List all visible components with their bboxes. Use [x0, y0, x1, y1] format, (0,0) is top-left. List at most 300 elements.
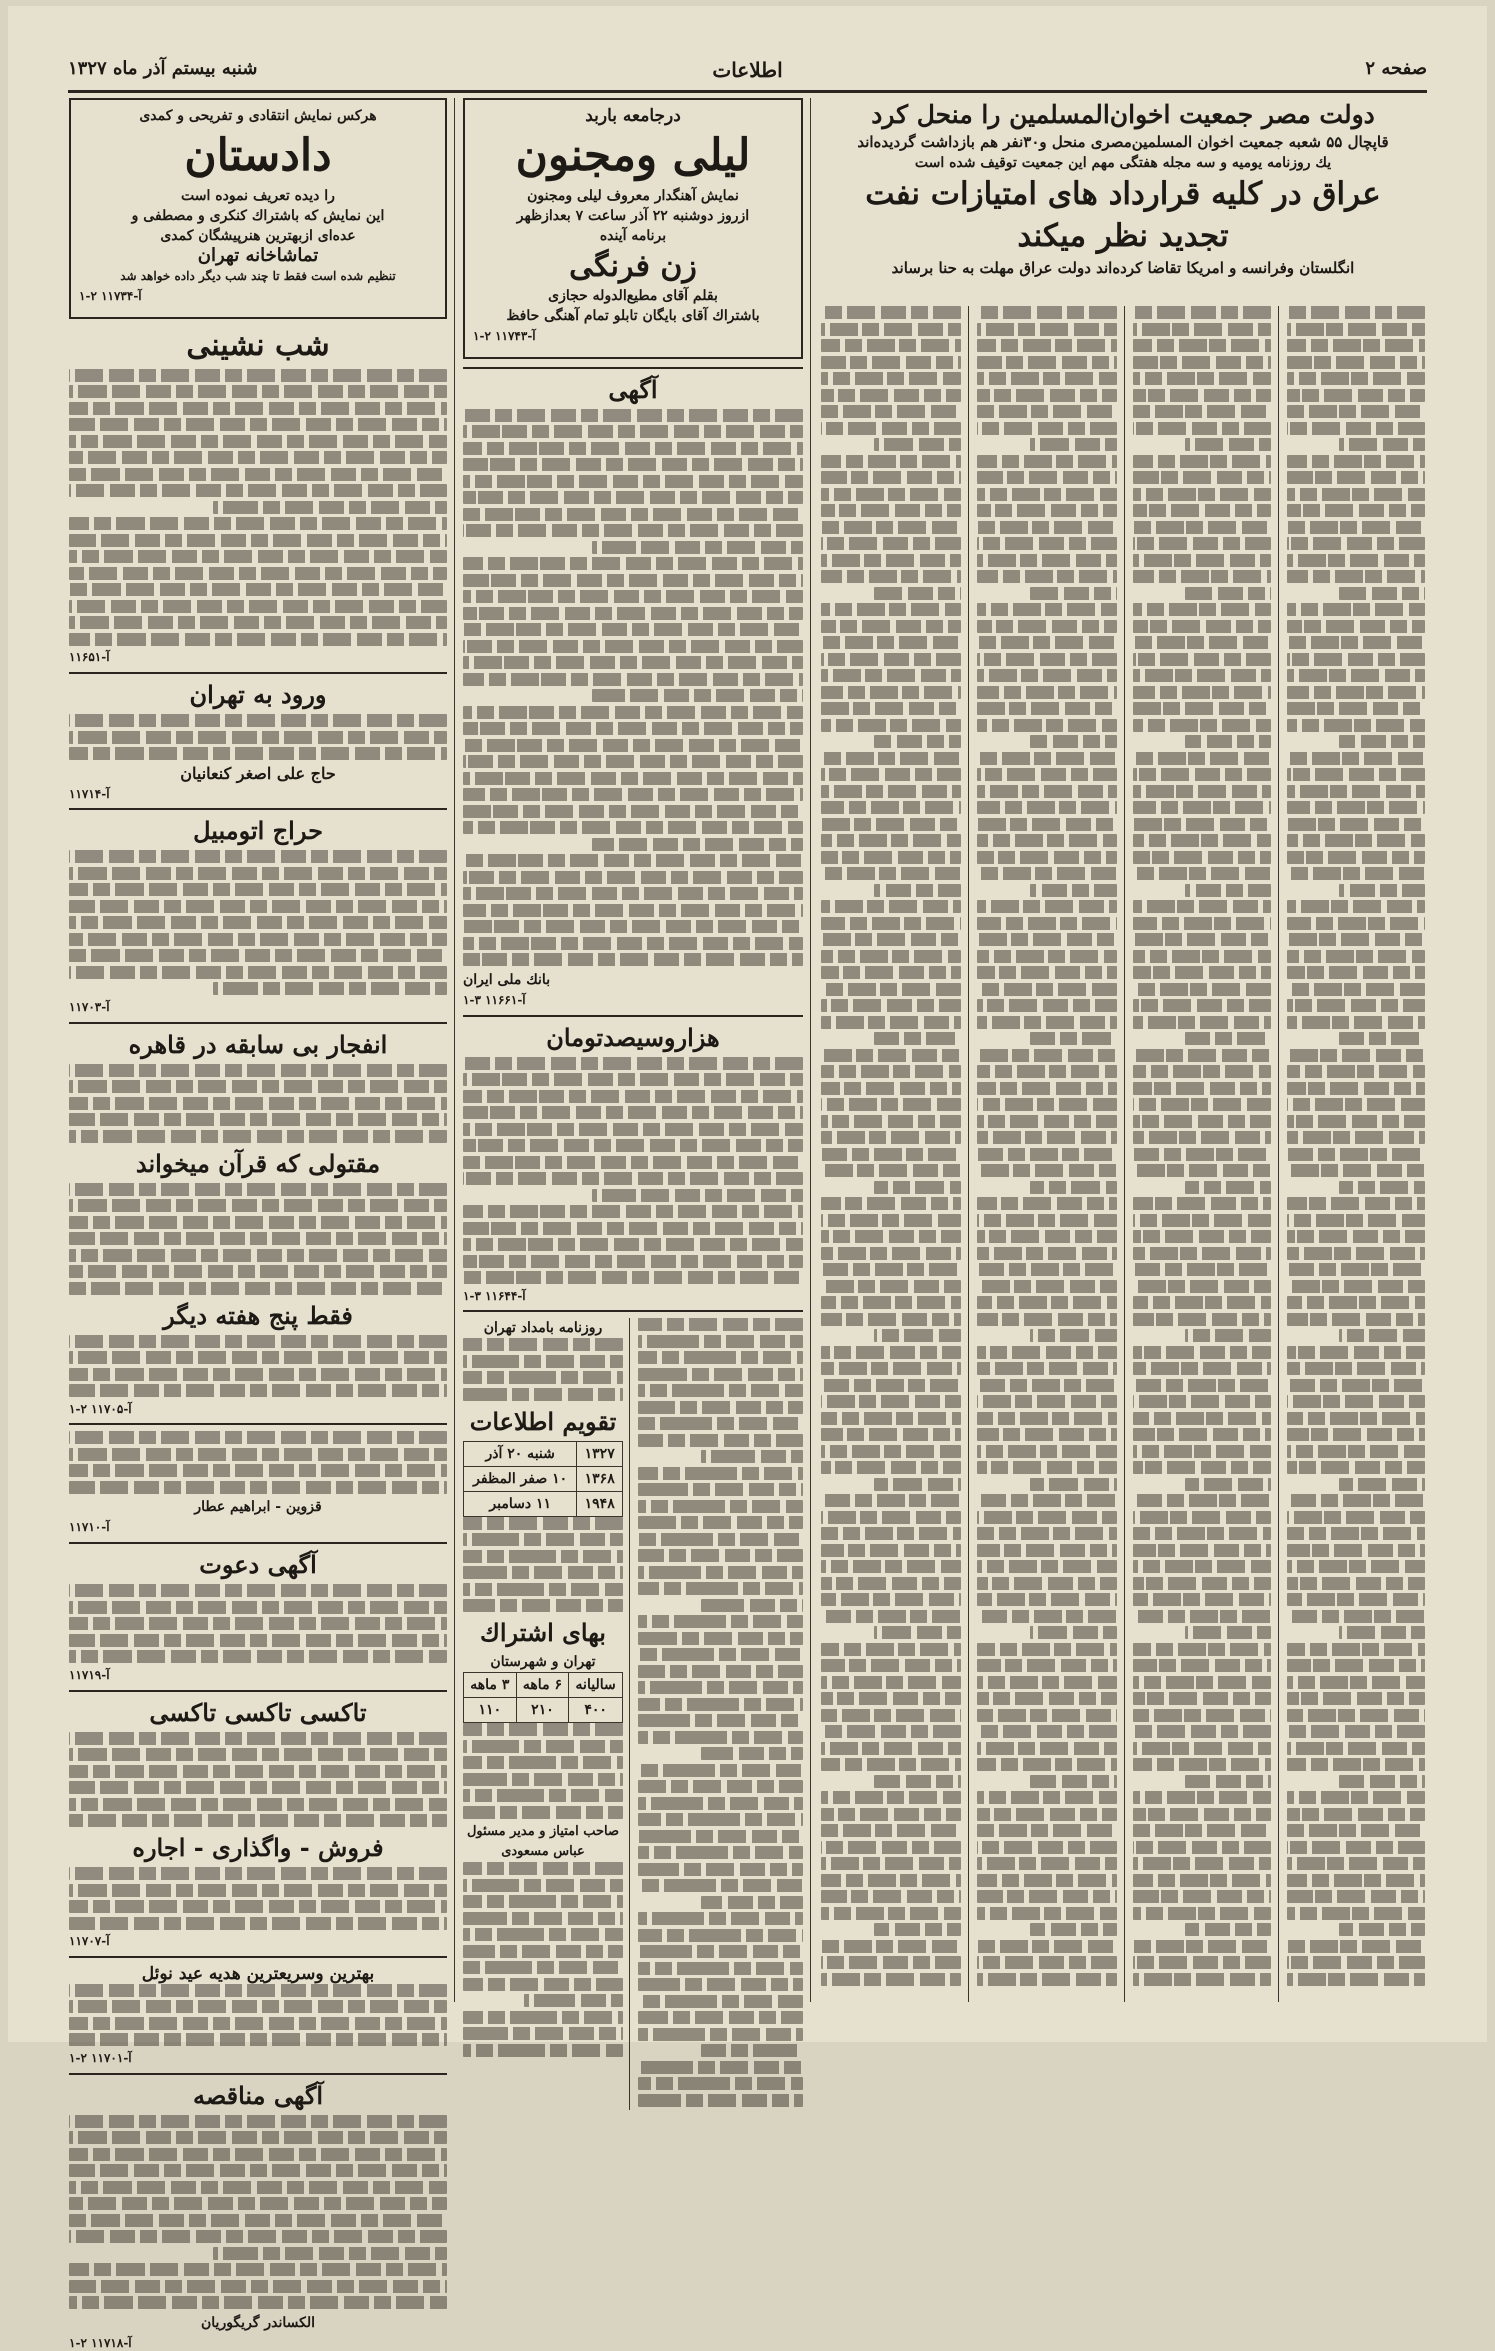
text-line — [69, 1265, 447, 1278]
text-line — [463, 739, 803, 752]
text-line — [1287, 1313, 1425, 1326]
text-line — [463, 1978, 623, 1991]
text-line — [1133, 1593, 1271, 1606]
table-cell: ۱۳۶۸ — [577, 1466, 623, 1491]
lead-subhead-3: انگلستان وفرانسه و امریکا تقاضا کرده‌اند دولت عراق مهلت به حنا برساند — [891, 259, 1355, 277]
text-line — [463, 1172, 803, 1185]
text-line — [977, 1379, 1117, 1392]
text-line — [977, 1692, 1117, 1705]
text-line — [977, 554, 1117, 567]
text-line — [69, 1199, 447, 1212]
text-line — [977, 356, 1117, 369]
text-line — [69, 468, 447, 481]
text-line — [1133, 669, 1271, 682]
text-line — [1185, 587, 1271, 600]
text-line — [821, 1214, 961, 1227]
table-cell: ۶ ماهه — [516, 1673, 569, 1698]
text-line — [69, 1335, 447, 1348]
text-line — [1133, 1874, 1271, 1887]
issue-date: شنبه بیستم آذر ماه ۱۳۲۷ — [68, 58, 258, 79]
text-line — [977, 471, 1117, 484]
text-line — [1133, 554, 1271, 567]
text-line — [463, 458, 803, 471]
text-line — [821, 1527, 961, 1540]
text-line — [821, 950, 961, 963]
text-line — [977, 1758, 1117, 1771]
text-line — [69, 534, 447, 547]
text-line — [821, 818, 961, 831]
text-line — [69, 2131, 447, 2144]
text-line — [821, 1742, 961, 1755]
text-line — [1287, 1445, 1425, 1458]
text-line — [69, 1900, 447, 1913]
text-line — [1287, 1065, 1425, 1078]
text-line — [1287, 983, 1425, 996]
text-line — [821, 900, 961, 913]
text-line — [977, 653, 1117, 666]
text-line — [1287, 504, 1425, 517]
text-line — [1287, 1725, 1425, 1738]
text-line — [69, 402, 447, 415]
text-line — [1287, 1362, 1425, 1375]
text-line — [977, 306, 1117, 319]
ad-next-show: زن فرنگی — [569, 249, 697, 284]
text-line — [69, 2214, 447, 2227]
text-line — [1185, 735, 1271, 748]
text-line — [1287, 1874, 1425, 1887]
ad-heading-haraj: حراج اتومبیل — [193, 816, 323, 846]
ad-heading-davat: آگهی دعوت — [199, 1550, 317, 1580]
text-line — [1030, 1478, 1117, 1491]
text-line — [1030, 587, 1117, 600]
text-line — [1287, 1280, 1425, 1293]
text-line — [977, 1214, 1117, 1227]
text-line — [821, 1610, 961, 1623]
separator — [463, 1310, 803, 1312]
text-line — [69, 435, 447, 448]
text-line — [638, 1797, 803, 1810]
text-line — [69, 1650, 447, 1663]
text-line — [977, 339, 1117, 352]
text-line — [821, 801, 961, 814]
text-line — [463, 1566, 623, 1579]
text-line — [821, 1791, 961, 1804]
text-line — [1287, 306, 1425, 319]
text-line — [69, 714, 447, 727]
text-line — [638, 1549, 803, 1562]
text-line — [977, 950, 1117, 963]
text-line — [821, 389, 961, 402]
text-line — [638, 1368, 803, 1381]
text-line — [977, 1395, 1117, 1408]
text-line — [1287, 1791, 1425, 1804]
text-line — [821, 1263, 961, 1276]
text-line — [463, 1550, 623, 1563]
text-line — [1287, 1527, 1425, 1540]
text-line — [463, 1090, 803, 1103]
lead-headline-1: دولت مصر جمعیت اخوان‌المسلمین را منحل کرد — [871, 100, 1375, 129]
text-line — [977, 834, 1117, 847]
table-row — [464, 1698, 623, 1723]
text-line — [638, 1632, 803, 1645]
text-line — [1133, 1956, 1271, 1969]
text-line — [1133, 1082, 1271, 1095]
text-line — [821, 455, 961, 468]
text-line — [821, 1313, 961, 1326]
text-line — [463, 640, 803, 653]
text-line — [1133, 1841, 1271, 1854]
column-rule — [1278, 306, 1279, 2002]
text-line — [1133, 1016, 1271, 1029]
text-line — [821, 999, 961, 1012]
text-line — [977, 1098, 1117, 1111]
text-line — [1339, 438, 1425, 451]
text-line — [463, 1806, 623, 1819]
text-line — [638, 1698, 803, 1711]
text-line — [638, 2094, 803, 2107]
text-line — [463, 557, 803, 570]
text-line — [1185, 884, 1271, 897]
text-line — [874, 438, 961, 451]
text-line — [1133, 1643, 1271, 1656]
text-line — [1339, 1626, 1425, 1639]
text-line — [821, 1676, 961, 1689]
text-line — [69, 2033, 447, 2046]
motor-ad — [463, 1023, 803, 1305]
ad-heading-shab-neshini: شب نشینی — [186, 327, 330, 363]
text-line — [1287, 356, 1425, 369]
table-cell: ۱۱ دسامبر — [464, 1491, 577, 1516]
text-line — [69, 1368, 447, 1381]
text-line — [1133, 719, 1271, 732]
text-line — [821, 1016, 961, 1029]
text-line — [69, 1481, 447, 1494]
text-line — [1287, 1131, 1425, 1144]
text-line — [821, 1907, 961, 1920]
text-line — [69, 933, 447, 946]
text-line — [821, 686, 961, 699]
text-line — [1287, 339, 1425, 352]
text-line — [1287, 1593, 1425, 1606]
text-line — [1133, 1758, 1271, 1771]
text-line — [213, 2247, 447, 2260]
text-line — [874, 884, 961, 897]
text-line — [638, 1813, 803, 1826]
text-line — [821, 537, 961, 550]
text-line — [1133, 1659, 1271, 1672]
text-line — [1287, 917, 1425, 930]
text-line — [977, 1247, 1117, 1260]
text-line — [463, 788, 803, 801]
text-line — [1287, 1956, 1425, 1969]
text-line — [1133, 1808, 1271, 1821]
text-line — [821, 1841, 961, 1854]
text-line — [1287, 669, 1425, 682]
text-line — [821, 702, 961, 715]
text-line — [821, 867, 961, 880]
text-line — [1133, 1280, 1271, 1293]
text-line — [69, 1984, 447, 1997]
text-line — [1287, 801, 1425, 814]
text-line — [69, 1814, 447, 1827]
text-line — [69, 600, 447, 613]
text-line — [1030, 884, 1117, 897]
text-line — [1287, 1610, 1425, 1623]
text-line — [69, 1732, 447, 1745]
text-line — [821, 306, 961, 319]
text-line — [977, 1890, 1117, 1903]
bank-ad — [463, 375, 803, 1009]
text-line — [638, 1582, 803, 1595]
ad-code: آ-۱۱۶۴۴ ۳-۱ — [463, 1288, 526, 1303]
table-cell: ۱۹۴۸ — [577, 1491, 623, 1516]
text-line — [463, 491, 803, 504]
text-line — [977, 1082, 1117, 1095]
text-line — [1185, 1775, 1271, 1788]
text-line — [821, 471, 961, 484]
text-line — [821, 1857, 961, 1870]
text-line — [463, 1583, 623, 1596]
text-line — [977, 504, 1117, 517]
text-line — [821, 339, 961, 352]
text-line — [638, 1566, 803, 1579]
text-line — [821, 785, 961, 798]
text-line — [1133, 768, 1271, 781]
text-line — [977, 1527, 1117, 1540]
text-line — [1030, 1775, 1117, 1788]
text-line — [1339, 1181, 1425, 1194]
text-line — [1133, 1544, 1271, 1557]
text-line — [1287, 1940, 1425, 1953]
bottom-middle-block — [463, 1318, 803, 2110]
text-line — [1133, 966, 1271, 979]
text-line — [1339, 587, 1425, 600]
text-line — [821, 1428, 961, 1441]
text-line — [463, 508, 803, 521]
text-line — [638, 1879, 803, 1892]
text-line — [1339, 1032, 1425, 1045]
text-line — [977, 669, 1117, 682]
text-line — [463, 1879, 623, 1892]
text-line — [701, 1747, 803, 1760]
text-line — [977, 1230, 1117, 1243]
text-line — [69, 451, 447, 464]
text-line — [69, 1431, 447, 1444]
text-line — [1287, 1676, 1425, 1689]
text-line — [1133, 834, 1271, 847]
ad-heading-five-weeks: فقط پنج هفته دیگر — [163, 1300, 353, 1330]
text-line — [977, 801, 1117, 814]
text-line — [821, 1346, 961, 1359]
text-line — [69, 747, 447, 760]
text-line — [977, 900, 1117, 913]
text-line — [1185, 1329, 1271, 1342]
text-line — [463, 524, 803, 537]
text-line — [69, 369, 447, 382]
info-box — [463, 1318, 630, 2110]
text-line — [463, 1517, 623, 1530]
text-line — [69, 1867, 447, 1880]
page-header — [68, 58, 1427, 84]
text-line — [977, 1428, 1117, 1441]
text-line — [463, 854, 803, 867]
text-line — [977, 1560, 1117, 1573]
text-line — [1133, 1379, 1271, 1392]
text-line — [821, 1082, 961, 1095]
text-line — [69, 883, 447, 896]
separator — [69, 1542, 447, 1544]
text-line — [463, 1156, 803, 1169]
text-line — [1339, 1923, 1425, 1936]
text-line — [1287, 768, 1425, 781]
text-line — [1287, 1907, 1425, 1920]
text-line — [821, 1692, 961, 1705]
text-line — [1133, 1709, 1271, 1722]
text-line — [1133, 917, 1271, 930]
text-line — [524, 1994, 623, 2007]
text-line — [463, 1961, 623, 1974]
news-sub-column — [638, 1318, 803, 2110]
text-line — [821, 570, 961, 583]
text-line — [977, 1115, 1117, 1128]
text-line — [69, 2017, 447, 2030]
text-line — [463, 1388, 623, 1401]
text-line — [1133, 372, 1271, 385]
text-line — [821, 1709, 961, 1722]
text-line — [1287, 1263, 1425, 1276]
ad-line: هرکس نمایش انتقادی و تفریحی و کمدی — [139, 108, 377, 124]
text-line — [821, 1758, 961, 1771]
ad-line: باشتراك آقای بایگان تابلو تمام آهنگی حافظ — [506, 308, 760, 324]
text-line — [977, 1461, 1117, 1474]
text-line — [874, 1626, 961, 1639]
ad-code: آ-۱۱۶۵۱ — [69, 650, 110, 665]
text-line — [821, 1874, 961, 1887]
subscription-table — [463, 1672, 623, 1723]
text-line — [69, 2197, 447, 2210]
text-line — [1133, 900, 1271, 913]
text-line — [1287, 1890, 1425, 1903]
ad-code: آ-۱۱۷۳۴ ۲-۱ — [79, 289, 142, 303]
text-line — [463, 920, 803, 933]
text-line — [821, 768, 961, 781]
text-line — [977, 1610, 1117, 1623]
text-line — [1133, 653, 1271, 666]
text-line — [1287, 966, 1425, 979]
text-line — [977, 1791, 1117, 1804]
text-line — [1287, 851, 1425, 864]
text-line — [821, 834, 961, 847]
text-line — [1185, 1626, 1271, 1639]
text-line — [69, 1798, 447, 1811]
text-line — [638, 1401, 803, 1414]
ad-title-dadestan: دادستان — [184, 130, 332, 181]
text-line — [638, 2077, 803, 2090]
text-line — [874, 1923, 961, 1936]
text-line — [1133, 1214, 1271, 1227]
text-line — [463, 937, 803, 950]
text-line — [1287, 867, 1425, 880]
text-line — [638, 2028, 803, 2041]
text-line — [638, 1912, 803, 1925]
text-line — [1133, 1362, 1271, 1375]
calendar-heading: تقویم اطلاعات — [469, 1406, 617, 1436]
text-line — [1133, 950, 1271, 963]
text-line — [638, 1483, 803, 1496]
text-line — [1133, 1445, 1271, 1458]
calendar-table — [463, 1441, 623, 1517]
text-line — [463, 656, 803, 669]
text-line — [977, 1362, 1117, 1375]
text-line — [821, 1824, 961, 1837]
text-line — [1287, 752, 1425, 765]
text-line — [1287, 818, 1425, 831]
text-line — [463, 1371, 623, 1384]
text-line — [874, 1775, 961, 1788]
text-line — [1287, 471, 1425, 484]
text-line — [638, 1945, 803, 1958]
text-line — [1339, 1478, 1425, 1491]
text-line — [821, 1296, 961, 1309]
table-cell: ۳ ماهه — [464, 1673, 517, 1698]
text-line — [592, 689, 803, 702]
text-line — [701, 2044, 803, 2057]
text-line — [1133, 1115, 1271, 1128]
text-line — [1133, 1461, 1271, 1474]
text-line — [977, 603, 1117, 616]
text-line — [463, 1773, 623, 1786]
text-line — [463, 805, 803, 818]
text-line — [69, 2164, 447, 2177]
ad-code: آ-۱۱۷۱۸ ۲-۱ — [69, 2335, 132, 2350]
text-line — [977, 422, 1117, 435]
text-line — [977, 455, 1117, 468]
text-line — [874, 1329, 961, 1342]
text-line — [1287, 1082, 1425, 1095]
text-line — [1133, 1824, 1271, 1837]
text-line — [463, 1533, 623, 1546]
text-line — [463, 1912, 623, 1925]
text-line — [592, 838, 803, 851]
text-line — [69, 1080, 447, 1093]
text-line — [1287, 1709, 1425, 1722]
separator — [69, 1022, 447, 1024]
text-line — [977, 1544, 1117, 1557]
text-line — [69, 2230, 447, 2243]
text-line — [821, 752, 961, 765]
text-line — [463, 1895, 623, 1908]
text-line — [977, 1445, 1117, 1458]
ad-heading: هزاروسیصدتومان — [546, 1022, 720, 1052]
text-line — [1287, 1049, 1425, 1062]
text-line — [638, 1764, 803, 1777]
text-line — [1287, 603, 1425, 616]
text-line — [463, 1123, 803, 1136]
text-line — [821, 983, 961, 996]
text-line — [821, 1379, 961, 1392]
text-line — [463, 1928, 623, 1941]
text-line — [977, 1907, 1117, 1920]
text-line — [821, 1247, 961, 1260]
text-line — [1030, 735, 1117, 748]
text-line — [69, 900, 447, 913]
text-line — [463, 1205, 803, 1218]
ads-column — [69, 98, 447, 2350]
text-line — [1287, 950, 1425, 963]
text-line — [821, 1511, 961, 1524]
text-line — [463, 706, 803, 719]
text-line — [1339, 1775, 1425, 1788]
